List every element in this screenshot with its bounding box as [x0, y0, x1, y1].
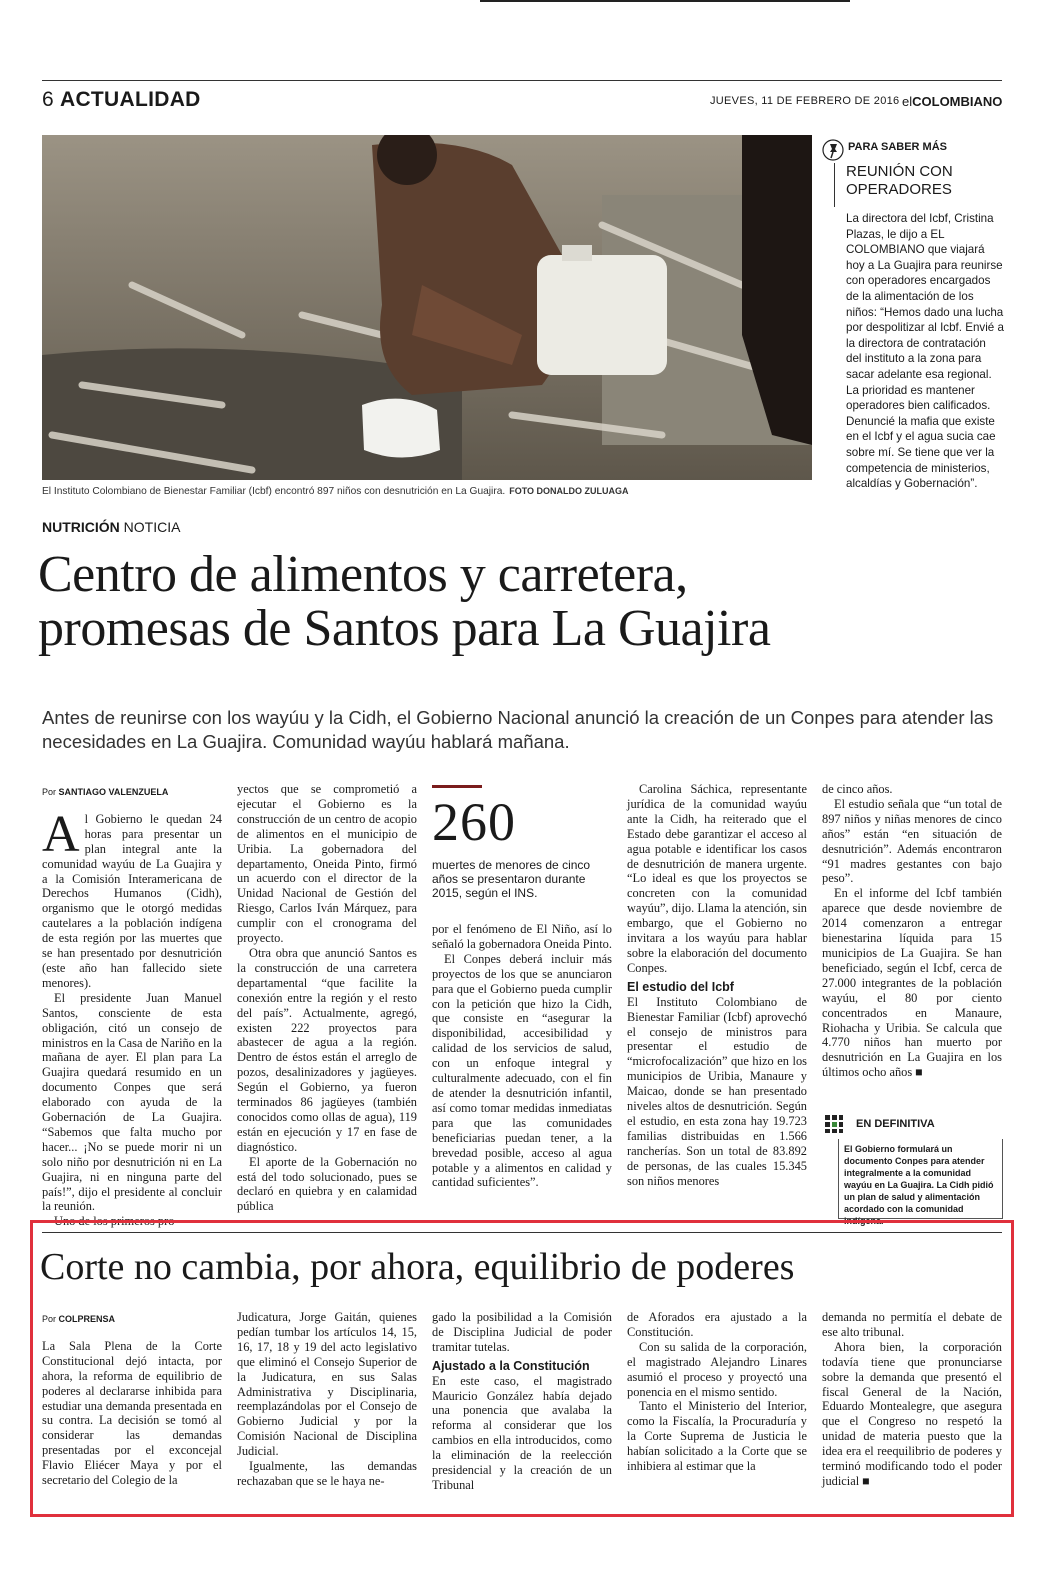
article2-column-4: de Aforados era ajustado a la Constitución. Con su salida de la corporación, el magistrado Alejandro Linares asumió el proceso y proyectó una ponencia en el mismo sentido. Tanto el Ministerio del Interior, como la Fiscalía, la Procuraduría y la Corte Suprema de Justicia le habían solicitado a la Corte que se inhibiera al estimar que la: [627, 1310, 807, 1474]
dateline: JUEVES, 11 DE FEBRERO DE 2016: [710, 95, 900, 107]
sidebar-label: PARA SABER MÁS: [848, 141, 948, 153]
article2-column-3: gado la posibilidad a la Comisión de Disciplina Judicial de poder tramitar tutelas. Ajustado a la Constitución En este caso, el magistrado Mauricio González había dejado una ponencia que avalaba la reforma al considerar que los cambios en ella introducidos, como la eliminación de la reelección presidencial y la creación de un Tribunal: [432, 1310, 612, 1492]
photo-caption: El Instituto Colombiano de Bienestar Familiar (Icbf) encontró 897 niños con desnutrición en La Guajira. FOTO DONALDO ZULUAGA: [42, 486, 629, 497]
article2-column-5: demanda no permitía el debate de ese alto tribunal. Ahora bien, la corporación todavía tiene que pronunciarse sobre la demanda que presentó el fiscal General de la Nación, Eduardo Montealegre, que asegura que el Congreso no respetó la unidad de materia puesto que la idea era el reequilibrio de poderes y terminó modificando todo el poder judicial ■: [822, 1310, 1002, 1488]
en-definitiva-text: El Gobierno formulará un documento Conpes para atender integralmente a la comunidad wayúu en La Guajira. La Cidh pidió un plan de salud y alimentación acordado con la comunidad indígena.: [838, 1139, 1003, 1219]
sidebar-para-saber-mas: [820, 135, 1010, 510]
news-photo: [42, 135, 812, 480]
sidebar-body: La directora del Icbf, Cristina Plazas, le dijo a EL COLOMBIANO que viajará hoy a La Guajira para reunirse con operadores encargados de la alimentación de los niños: “Hemos dado una lucha por despolitizar al Icbf. Envié a la directora de contratación del instituto a la zona para sacar adelante esa regional. La prioridad es mantener operadores bien calificados. Denuncié la mafia que existe en el Icbf y el agua sucia cae sobre mí. Se tiene que ver la competencia de ministerios, alcaldías y Gobernación”.: [846, 212, 1004, 491]
article-kicker: NUTRICIÓN NOTICIA: [42, 519, 181, 535]
fact-number: 260: [432, 792, 516, 852]
brand-logo: elCOLOMBIANO: [902, 94, 1003, 109]
article-deck: Antes de reunirse con los wayúu y la Cidh, el Gobierno Nacional anunció la creación de un Conpes para atender las necesidades en La Guajira. Comunidad wayúu hablará mañana.: [42, 707, 994, 752]
en-definitiva-label: EN DEFINITIVA: [856, 1118, 935, 1130]
article-column-1: Por SANTIAGO VALENZUELA Al Gobierno le quedan 24 horas para presentar un plan integral ante la comunidad wayúu de La Guajira y a la Comisión Interamericana de Derechos Humanos (Cidh), organismo que le otorgó medidas cautelares a la población indígena de esta región por las muertes que se han presentado por desnutrición (este año han fallecido siete menores). El presidente Juan Manuel Santos, consciente de esta obligación, citó un consejo de ministros en la Casa de Nariño en la mañana de ayer. El plan para La Guajira quedará resumido en un documento Conpes que será elaborado con ayuda de la Gobernación de La Guajira. “Sabemos que falta mucho por hacer... ¡No se puede morir ni un solo niño por desnutrición ni en La Guajira, ni en ninguna parte del país!”, dijo el presidente al concluir la reunión. Uno de los primeros pro-: [42, 787, 222, 1229]
sidebar-title: REUNIÓN CON OPERADORES: [846, 163, 953, 198]
sidebar-divider: [834, 163, 835, 207]
article-column-2: yectos que se comprometió a ejecutar el Gobierno es la construcción de un centro de acopio de alimentos en el municipio de Uribia. La gobernadora del departamento, Oneida Pinto, firmó un acuerdo con el director de la Unidad Nacional de Gestión del Riesgo, Carlos Iván Márquez, para cumplir con el cronograma del proyecto. Otra obra que anunció Santos es la construcción de una carretera departamental “que facilite la conexión entre la región y el resto del país”. Actualmente, agregó, existen 222 proyectos para abastecer de agua a la región. Dentro de éstos están el arreglo de pozos, desalinizadores y jagüeyes. Según el Gobierno, ya fueron terminados 86 jagüeyes (también conocidos como ollas de agua), 119 están en ejecución y 17 en fase de diagnóstico. El aporte de la Gobernación no está del todo solucionado, pues se declaró en quiebra y en calamidad pública: [237, 782, 417, 1214]
subhead-estudio: El estudio del Icbf: [627, 979, 734, 994]
byline: Por SANTIAGO VALENZUELA: [42, 787, 169, 797]
article2-headline: Corte no cambia, por ahora, equilibrio de poderes: [40, 1246, 795, 1288]
pushpin-icon: [822, 139, 844, 161]
article-column-4: Carolina Sáchica, representante jurídica de la comunidad wayúu ante la Cidh, ha reiterado que el Estado debe garantizar el acceso al agua potable e identificar los casos de desnutrición de manera urgente. “Lo ideal es que los proyectos se concreten con la comunidad wayúu”, dijo. Llama la atención, sin embargo, que el Gobierno no invitara a los wayúu para hablar sobre la elaboración del documento Conpes. El estudio del Icbf El Instituto Colombiano de Bienestar Familiar (Icbf) aprovechó el consejo de ministros para presentar el estudio de “microfocalización” que hizo en los municipios de Uribia, Manaure y Maicao, donde se han presentado niveles altos de desnutrición. Según el estudio, en esta zona hay 19.723 familias distribuidas en 1.566 rancherías. Son un total de 83.892 de personas, de las cuales 15.345 son niños menores: [627, 782, 807, 1188]
section-header: [42, 88, 201, 112]
article2-byline: Por COLPRENSA: [42, 1314, 116, 1324]
article-column-3: por el fenómeno de El Niño, así lo señaló la gobernadora Oneida Pinto. El Conpes deberá incluir más proyectos de los que se anunciaron para que el Gobierno pueda cumplir con la petición que hizo la Cidh, que consiste en “asegurar la disponibilidad, accesibilidad y calidad de los servicios de salud, con un enfoque integral y culturalmente adecuado, con el fin de atender la desnutrición infantil, así como tomar medidas inmediatas para que las comunidades beneficiarias puedan tener, a la brevedad posible, acceso al agua potable y a alimentos en calidad y cantidad suficientes”.: [432, 922, 612, 1190]
fact-text: muertes de menores de cinco años se presentaron durante 2015, según el INS.: [432, 858, 591, 900]
article2-column-1: Por COLPRENSA La Sala Plena de la Corte Constitucional dejó intacta, por ahora, la reforma de equilibrio de poderes al declararse inhibida para estudiar una demanda presentada en su contra. La decisión se tomó al considerar las demandas presentadas por el exconcejal Flavio Eliécer Maya y por el secretario del Colegio de la: [42, 1314, 222, 1488]
en-definitiva-icon: [823, 1113, 845, 1135]
fact-rule: [432, 785, 482, 788]
photo-illustration: [42, 135, 812, 480]
section-name: ACTUALIDAD: [59, 88, 201, 111]
article2-top-rule: [42, 1232, 1002, 1233]
article-column-5: de cinco años. El estudio señala que “un total de 897 niños y niñas menores de cinco años” están “en situación de desnutrición”. Además encontraron “91 madres gestantes con bajo peso”. En el informe del Icbf también aparece que desde noviembre de 2014 comenzaron a entregar bienestarina líquida para 15 municipios de La Guajira. Se han beneficiado, según el Icbf, cerca de 27.000 integrantes de la población wayúu, el 80 por ciento concentrados en Manaure, Riohacha y Uribia. Se calcula que 4.770 niños han muerto por desnutrición en La Guajira en los últimos ocho años ■: [822, 782, 1002, 1080]
article2-subhead: Ajustado a la Constitución: [432, 1358, 590, 1373]
photo-credit: FOTO DONALDO ZULUAGA: [509, 486, 629, 496]
page-number: 6: [42, 88, 54, 111]
article-headline: Centro de alimentos y carretera, promesas de Santos para La Guajira: [38, 546, 771, 657]
top-edge-line: [480, 0, 850, 2]
article2-column-2: Judicatura, Jorge Gaitán, quienes pedían tumbar los artículos 14, 15, 16, 17, 18 y 19 del acto legislativo que eliminó el Consejo Superior de la Judicatura, en sus Salas Administrativa y Disciplinaria, reemplazándolas por el Consejo de Gobierno Judicial y por la Comisión Nacional de Disciplina Judicial. Igualmente, las demandas rechazaban que se le haya ne-: [237, 1310, 417, 1488]
header-rule: [42, 80, 1002, 81]
drop-cap: A: [42, 805, 80, 863]
